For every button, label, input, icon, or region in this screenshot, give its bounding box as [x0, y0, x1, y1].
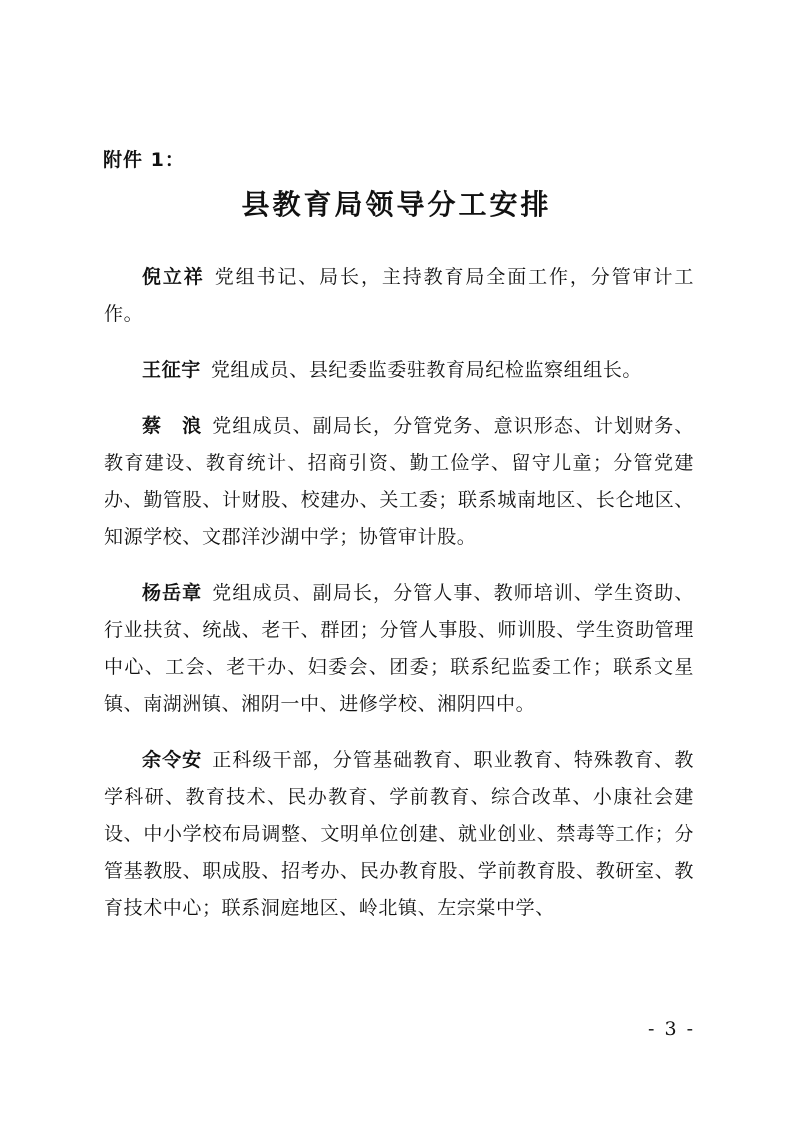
duty-text: 党组成员、副局长，分管党务、意识形态、计划财务、教育建设、教育统计、招商引资、勤工俭学、留守儿童；分管党建办、勤管股、计财股、校建办、关工委；联系城南地区、长仑地区、知源学校、文郡洋沙湖中学；协管审计股。: [104, 415, 694, 548]
page-number: - 3 -: [647, 1018, 695, 1040]
duty-text: 党组书记、局长，主持教育局全面工作，分管审计工作。: [104, 266, 694, 325]
leader-name: 余令安: [142, 749, 203, 771]
duty-entry: [104, 259, 694, 333]
leader-name: 蔡 浪: [142, 415, 203, 437]
leader-name: 倪立祥: [142, 266, 205, 288]
duty-text: 正科级干部，分管基础教育、职业教育、特殊教育、教学科研、教育技术、民办教育、学前教育、综合改革、小康社会建设、中小学校布局调整、文明单位创建、就业创业、禁毒等工作；分管基教股、职成股、招考办、民办教育股、学前教育股、教研室、教育技术中心；联系洞庭地区、岭北镇、左宗棠中学、: [104, 749, 694, 919]
duty-entry: [104, 742, 694, 927]
duty-entry: [104, 575, 694, 723]
duty-entry: [104, 408, 694, 556]
duty-entry: [104, 352, 694, 389]
leader-name: 杨岳章: [142, 582, 203, 604]
leadership-duty-list: [104, 240, 694, 946]
attachment-label: 附件 1：: [103, 149, 185, 171]
duty-text: 党组成员、县纪委监委驻教育局纪检监察组组长。: [210, 359, 643, 381]
document-title: 县教育局领导分工安排: [241, 188, 552, 221]
leader-name: 王征宇: [142, 359, 201, 381]
duty-text: 党组成员、副局长，分管人事、教师培训、学生资助、行业扶贫、统战、老干、群团；分管人事股、师训股、学生资助管理中心、工会、老干办、妇委会、团委；联系纪监委工作；联系文星镇、南湖洲镇、湘阴一中、进修学校、湘阴四中。: [104, 582, 694, 715]
